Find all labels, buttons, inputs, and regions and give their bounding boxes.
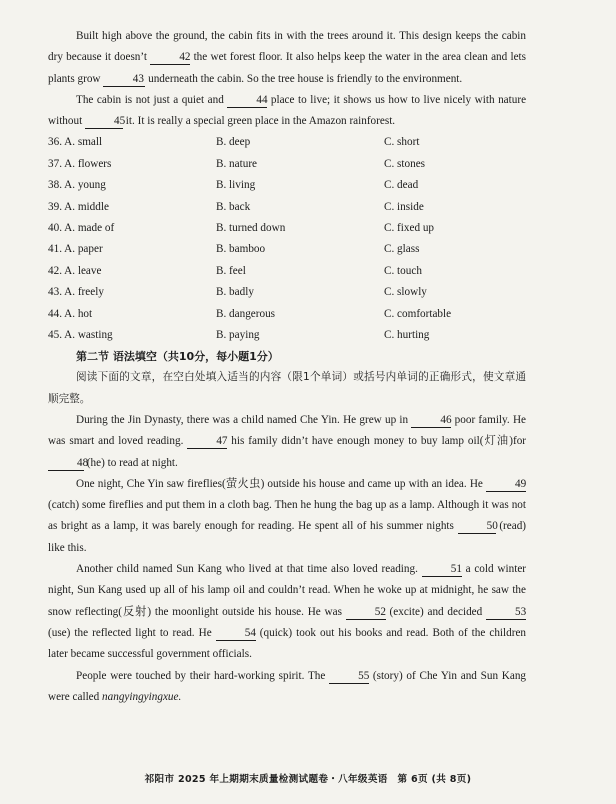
blank-50: 50 (458, 520, 496, 534)
text-run: Another child named Sun Kang who lived at that time also loved reading. (76, 563, 418, 576)
blank-47: 47 (187, 435, 227, 449)
text-run: it. It is really a special green place in the Amazon rainforest. (125, 115, 396, 128)
italic-term: nangyingyingxue. (102, 690, 182, 703)
passage1-paragraph1 (48, 26, 526, 90)
options-table (48, 132, 526, 346)
option-a: 36. A. small (48, 136, 103, 149)
blank-53: 53 (486, 606, 526, 620)
blank-44: 44 (227, 94, 267, 108)
text-run: (excite) and decided (389, 605, 483, 618)
option-c: C. hurting (384, 329, 430, 341)
blank-55: 55 (329, 670, 369, 684)
option-a: 37. A. flowers (48, 157, 112, 170)
passage1-paragraph2 (48, 90, 526, 133)
option-a: 45. A. wasting (48, 329, 113, 341)
option-row (48, 154, 526, 175)
option-c: C. touch (384, 264, 422, 277)
option-row (48, 282, 526, 303)
option-row (48, 132, 526, 153)
text-run: place to live; it shows us how to live nicely with nature without (48, 93, 527, 128)
blank-46: 46 (411, 414, 451, 428)
section-heading: 第二节 语法填空（共10分，每小题1分） (76, 350, 279, 364)
text-run: (he) to read at night. (86, 456, 178, 469)
option-b: B. living (216, 179, 256, 192)
option-row (48, 239, 526, 260)
text-run: (catch) some fireflies and put them in a cloth bag. Then he hung the bag up as a lamp. Although it was not as bright as a lamp, it was barely enough for reading. He spent all of his summer nights (48, 499, 526, 533)
option-a: 39. A. middle (48, 200, 109, 213)
blank-49: 49 (486, 478, 526, 492)
blank-52: 52 (346, 606, 386, 620)
page-footer: 祁阳市 2025 年上期期末质量检测试题卷・八年级英语 第 6页 (共 8页) (144, 774, 472, 785)
option-b: B. deep (216, 136, 251, 149)
option-c: C. comfortable (384, 307, 452, 320)
text-run: a cold winter night, Sun Kang used up all of his lamp oil and couldn’t read. When he woke up at midnight, he saw the snow reflecting(反射) the moonlight outside his house. He was (48, 563, 527, 618)
option-b: B. feel (216, 264, 246, 277)
option-c: C. inside (384, 200, 424, 213)
text-run: People were touched by their hard-working spirit. The (76, 669, 326, 682)
text-run: (story) of Che Yin and Sun Kang were called (48, 669, 527, 703)
option-row (48, 304, 526, 325)
text-run: poor family. He was smart and loved reading. (48, 413, 527, 448)
blank-51: 51 (422, 563, 462, 577)
text-run: During the Jin Dynasty, there was a child named Che Yin. He grew up in (76, 413, 409, 426)
option-row (48, 325, 526, 346)
option-c: C. dead (384, 179, 419, 192)
option-b: B. paying (216, 329, 260, 341)
passage2-paragraph2 (48, 474, 526, 559)
text-run: his family didn’t have enough money to buy lamp oil(灯油)for (231, 435, 527, 448)
blank-54: 54 (216, 627, 256, 641)
option-a: 44. A. hot (48, 307, 93, 320)
option-b: B. bamboo (216, 243, 266, 256)
option-a: 41. A. paper (48, 243, 103, 256)
option-a: 38. A. young (48, 179, 106, 192)
text-run: (use) the reflected light to read. He (48, 626, 212, 639)
option-c: C. stones (384, 157, 426, 170)
option-c: C. glass (384, 243, 420, 256)
option-b: B. back (216, 200, 251, 213)
text-run: The cabin is not just a quiet and (76, 93, 224, 106)
option-b: B. nature (216, 157, 258, 170)
option-c: C. fixed up (384, 222, 435, 235)
option-a: 43. A. freely (48, 286, 104, 299)
option-a: 42. A. leave (48, 264, 102, 277)
option-row (48, 218, 526, 239)
option-a: 40. A. made of (48, 222, 115, 235)
text-run: (read) like this. (48, 520, 527, 554)
option-c: C. short (384, 136, 420, 149)
text-run: Built high above the ground, the cabin fits in with the trees around it. This design keeps the cabin dry because it doesn’t (48, 30, 526, 64)
passage2-paragraph4 (48, 666, 526, 709)
option-b: B. turned down (216, 222, 286, 235)
option-c: C. slowly (384, 286, 427, 299)
option-row (48, 261, 526, 282)
text-run: the wet forest floor. It also helps keep the water in the area clean and lets plants grow (48, 51, 527, 85)
option-row (48, 197, 526, 218)
blank-42: 42 (150, 51, 190, 65)
passage2-paragraph3 (48, 559, 526, 665)
blank-43: 43 (103, 73, 145, 87)
passage2-paragraph1 (48, 410, 526, 474)
exam-page (48, 26, 526, 708)
blank-48: 48 (48, 457, 84, 471)
option-b: B. dangerous (216, 307, 276, 320)
option-b: B. badly (216, 286, 254, 299)
section-instruction: 阅读下面的文章，在空白处填入适当的内容（限1个单词）或括号内单词的正确形式，使文章通顺完整。 (48, 371, 526, 405)
blank-45: 45 (85, 115, 123, 129)
text-run: (quick) took out his books and read. Both of the children later became successful government officials. (48, 626, 527, 661)
option-row (48, 175, 526, 196)
text-run: underneath the cabin. So the tree house is friendly to the environment. (148, 72, 463, 85)
text-run: One night, Che Yin saw fireflies(萤火虫) outside his house and came up with an idea. He (76, 477, 483, 490)
